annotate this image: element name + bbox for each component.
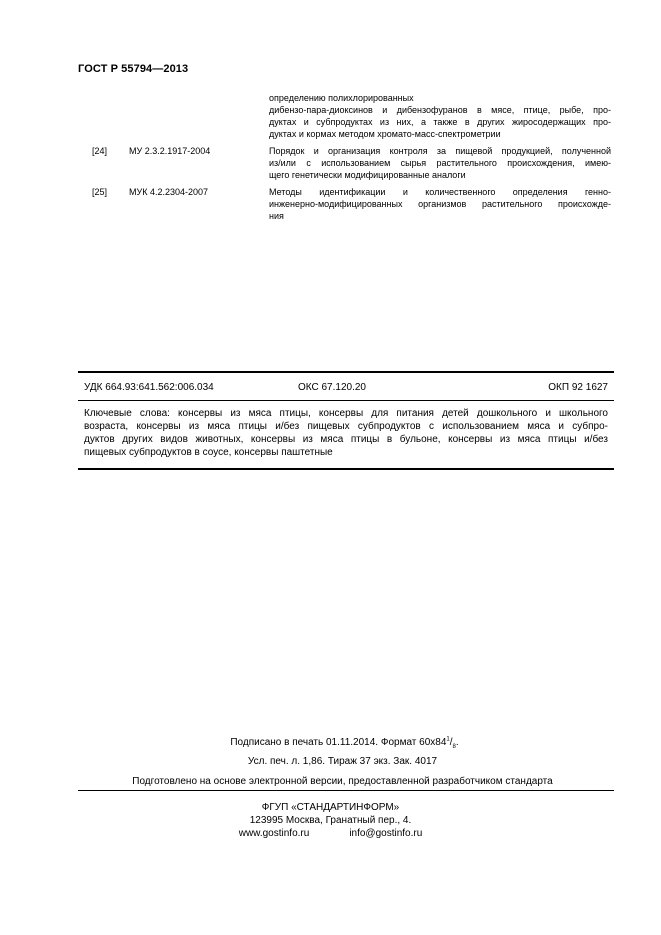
divider — [78, 790, 614, 791]
reference-title-line: дуктах и кормах методом хромато-масс-спектрометрии — [269, 129, 501, 139]
format-denominator: 8 — [452, 744, 456, 750]
reference-number: [25] — [92, 187, 108, 197]
divider — [78, 400, 614, 401]
reference-item — [78, 186, 611, 222]
publisher-name: ФГУП «СТАНДАРТИНФОРМ» — [261, 802, 400, 813]
keywords-line: Ключевые слова: консервы из мяса птицы, консервы для питания детей дошкольного и школьного — [84, 408, 608, 419]
publisher-contacts — [0, 828, 661, 840]
reference-title — [269, 145, 611, 181]
prepared-note: Подготовлено на основе электронной версии, предоставленной разработчиком стандарта — [132, 776, 553, 787]
reference-title-line: дибензо-пара-диоксинов и дибензофуранов в мясе, птице, рыбе, про- — [269, 105, 611, 115]
format-numerator: 1 — [446, 736, 450, 743]
reference-title-line: щего генетически модифицированные аналоги — [269, 170, 466, 180]
reference-title-line: из/или с использованием сырья растительного происхождения, имею- — [269, 158, 611, 168]
reference-item — [78, 145, 611, 181]
okp-code: ОКП 92 1627 — [548, 382, 608, 393]
keywords-block — [84, 407, 608, 459]
reference-title-line: инженерно-модифицированных организмов растительного происхожде- — [269, 199, 611, 209]
divider — [78, 371, 614, 373]
publisher-email: info@gostinfo.ru — [349, 828, 423, 839]
reference-title-line: дуктах и субпродуктах из них, а также в других жиросодержащих про- — [269, 117, 611, 127]
signed-text: Подписано в печать 01.11.2014. Формат 60x84 — [230, 737, 447, 748]
references-list — [78, 92, 611, 227]
oks-code: ОКС 67.120.20 — [298, 382, 366, 393]
reference-code: МУ 2.3.2.1917-2004 — [129, 146, 211, 156]
reference-item — [78, 92, 611, 140]
keywords-line: возраста, консервы из мяса птицы и/без пищевых субпродуктов с использованием мяса и субпро- — [84, 421, 608, 432]
keywords-line: дуктов других видов животных, консервы из мяса птицы в бульоне, консервы из мяса птицы и/без — [84, 434, 608, 445]
reference-title-line: ния — [269, 211, 284, 221]
standard-header: ГОСТ Р 55794—2013 — [78, 63, 189, 75]
reference-title-line: Порядок и организация контроля за пищевой продукцией, полученной — [269, 146, 611, 156]
reference-title — [269, 92, 611, 140]
print-info: Усл. печ. л. 1,86. Тираж 37 экз. Зак. 4017 — [247, 756, 438, 767]
reference-title — [269, 186, 611, 222]
udk-code: УДК 664.93:641.562:006.034 — [84, 382, 214, 393]
signed-to-print: Подписано в печать 01.11.2014. Формат $60x84^1/_8$. — [230, 736, 459, 750]
reference-title-line: определению полихлорированных — [269, 93, 414, 103]
reference-number: [24] — [92, 146, 108, 156]
format-end: . — [455, 737, 459, 748]
publisher-address: 123995 Москва, Гранатный пер., 4. — [249, 815, 412, 826]
publisher-website: www.gostinfo.ru — [238, 828, 310, 839]
reference-title-line: Методы идентификации и количественного определения генно- — [269, 187, 611, 197]
keywords-line: пищевых субпродуктов в соусе, консервы паштетные — [84, 447, 333, 458]
reference-code: МУК 4.2.2304-2007 — [129, 187, 209, 197]
divider — [78, 468, 614, 470]
